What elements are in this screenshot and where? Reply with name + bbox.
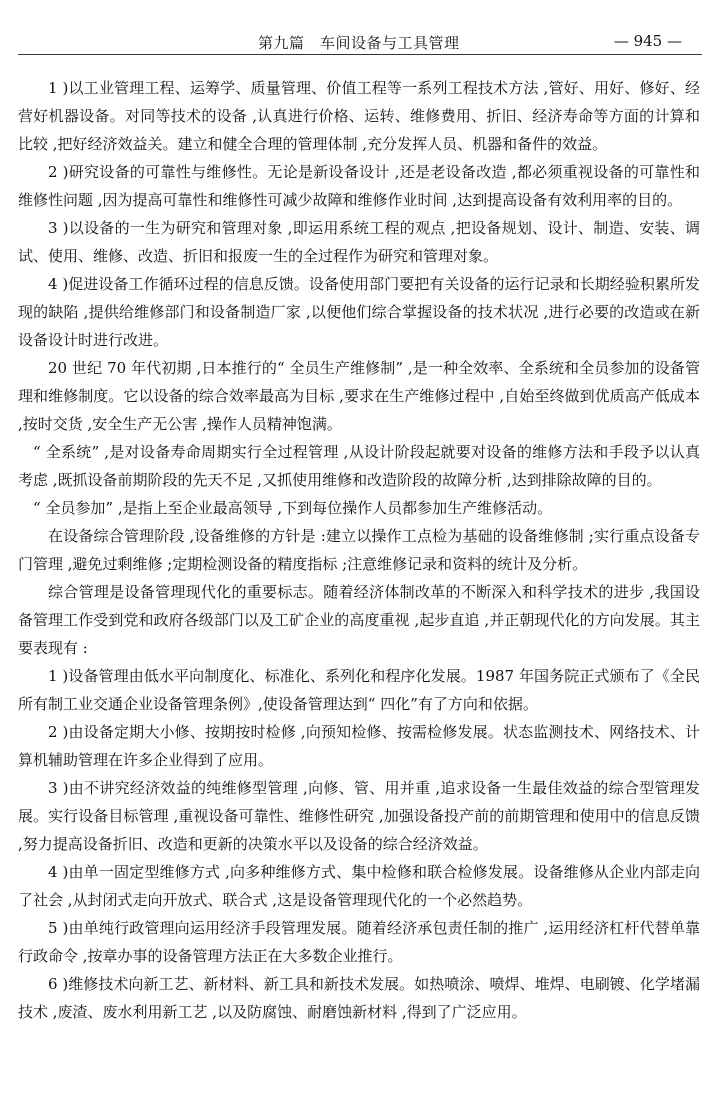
- paragraph-trend-2: 2 )由设备定期大小修、按期按时检修 ,向预知检修、按需检修发展。状态监测技术、网络技术、计算机辅助管理在许多企业得到了应用。: [18, 723, 700, 769]
- paragraph-trend-4: 4 )由单一固定型维修方式 ,向多种维修方式、集中检修和联合检修发展。设备维修从企业内部走向了社会 ,从封闭式走向开放式、联合式 ,这是设备管理现代化的一个必然趋势。: [18, 863, 700, 909]
- chapter-title: 第九篇 车间设备与工具管理: [258, 34, 460, 52]
- paragraph-item-4: 4 )促进设备工作循环过程的信息反馈。设备使用部门要把有关设备的运行记录和长期经验积累所发现的缺陷 ,提供给维修部门和设备制造厂家 ,以便他们综合掌握设备的技术状况 ,进行必要的改造或在新设备设计时进行改进。: [18, 275, 700, 349]
- paragraph-tpm-intro: 20 世纪 70 年代初期 ,日本推行的“ 全员生产维修制” ,是一种全效率、全系统和全员参加的设备管理和维修制度。它以设备的综合效率最高为目标 ,要求在生产维修过程中 ,自始至终做到优质高产低成本 ,按时交货 ,安全生产无公害 ,操作人员精神饱满。: [18, 359, 700, 433]
- paragraph-modernization: 综合管理是设备管理现代化的重要标志。随着经济体制改革的不断深入和科学技术的进步 ,我国设备管理工作受到党和政府各级部门以及工矿企业的高度重视 ,起步直追 ,并正朝现代化的方向发展。其主要表现有 :: [18, 583, 700, 657]
- paragraph-trend-5: 5 )由单纯行政管理向运用经济手段管理发展。随着经济承包责任制的推广 ,运用经济杠杆代替单靠行政命令 ,按章办事的设备管理方法正在大多数企业推行。: [18, 919, 700, 965]
- header-divider: [18, 54, 702, 55]
- paragraph-full-system: “ 全系统” ,是对设备寿命周期实行全过程管理 ,从设计阶段起就要对设备的维修方法和手段予以认真考虑 ,既抓设备前期阶段的先天不足 ,又抓使用维修和改造阶段的故障分析 ,达到排除故障的目的。: [18, 443, 700, 489]
- paragraph-item-1: 1 )以工业管理工程、运筹学、质量管理、价值工程等一系列工程技术方法 ,管好、用好、修好、经营好机器设备。对同等技术的设备 ,认真进行价格、运转、维修费用、折旧、经济寿命等方面的计算和比较 ,把好经济效益关。建立和健全合理的管理体制 ,充分发挥人员、机器和备件的效益。: [18, 79, 700, 153]
- paragraph-full-participation: “ 全员参加” ,是指上至企业最高领导 ,下到每位操作人员都参加生产维修活动。: [33, 499, 553, 517]
- paragraph-trend-3: 3 )由不讲究经济效益的纯维修型管理 ,向修、管、用并重 ,追求设备一生最佳效益的综合型管理发展。实行设备目标管理 ,重视设备可靠性、维修性研究 ,加强设备投产前的前期管理和使用中的信息反馈 ,努力提高设备折旧、改造和更新的决策水平以及设备的综合经济效益。: [18, 779, 700, 853]
- paragraph-trend-1: 1 )设备管理由低水平向制度化、标准化、系列化和程序化发展。1987 年国务院正式颁布了《全民所有制工业交通企业设备管理条例》,使设备管理达到“ 四化”有了方向和依据。: [18, 667, 700, 713]
- page-header: [18, 30, 702, 56]
- page-number: — 945 —: [613, 32, 682, 50]
- paragraph-maintenance-policy: 在设备综合管理阶段 ,设备维修的方针是 :建立以操作工点检为基础的设备维修制 ;实行重点设备专门管理 ,避免过剩维修 ;定期检测设备的精度指标 ;注意维修记录和资料的统计及分析。: [18, 527, 700, 573]
- paragraph-item-3: 3 )以设备的一生为研究和管理对象 ,即运用系统工程的观点 ,把设备规划、设计、制造、安装、调试、使用、维修、改造、折旧和报废一生的全过程作为研究和管理对象。: [18, 219, 700, 265]
- paragraph-item-2: 2 )研究设备的可靠性与维修性。无论是新设备设计 ,还是老设备改造 ,都必须重视设备的可靠性和维修性问题 ,因为提高可靠性和维修性可减少故障和维修作业时间 ,达到提高设备有效利用率的目的。: [18, 163, 700, 209]
- body-text: [18, 74, 700, 1026]
- paragraph-trend-6: 6 )维修技术向新工艺、新材料、新工具和新技术发展。如热喷涂、喷焊、堆焊、电刷镀、化学堵漏技术 ,废渣、废水利用新工艺 ,以及防腐蚀、耐磨蚀新材料 ,得到了广泛应用。: [18, 975, 700, 1021]
